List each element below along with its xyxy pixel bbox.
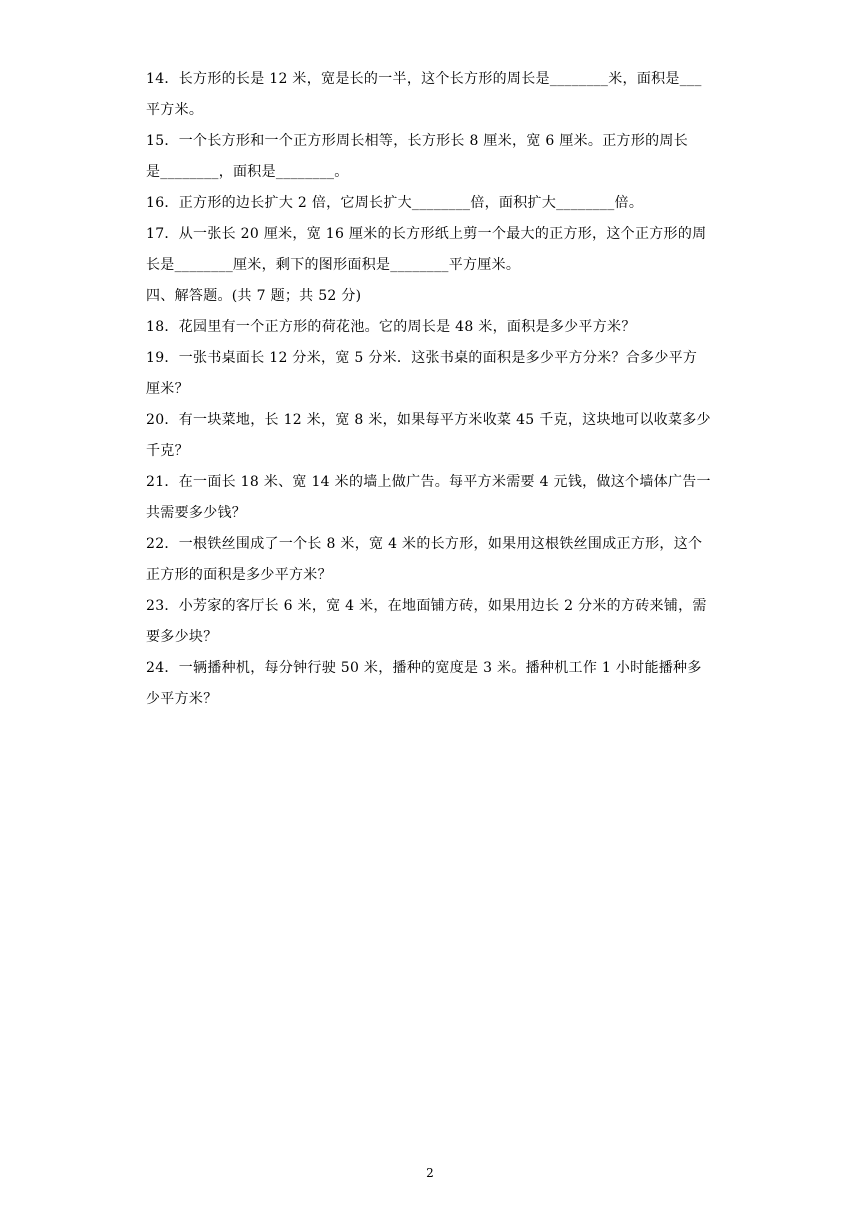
document-body (146, 70, 726, 708)
question-20-line-2: 千克？ (146, 443, 189, 459)
question-19-line-2: 厘米？ (146, 381, 189, 397)
page-number: 2 (426, 1166, 434, 1180)
question-17-line-2: 长是________厘米，剩下的图形面积是________平方厘米。 (146, 257, 521, 273)
question-15-line-2: 是________，面积是________。 (146, 164, 349, 180)
question-14-line-2: 平方米。 (146, 102, 204, 118)
question-23-line-1: 23．小芳家的客厅长 6 米，宽 4 米，在地面铺方砖，如果用边长 2 分米的方砖来铺，需 (146, 598, 707, 614)
question-23-line-2: 要多少块？ (146, 629, 218, 645)
question-24-line-2: 少平方米？ (146, 691, 218, 707)
question-21-line-2: 共需要多少钱？ (146, 505, 247, 521)
section-heading: 四、解答题。(共 7 题；共 52 分) (146, 288, 362, 304)
question-20-line-1: 20．有一块菜地，长 12 米，宽 8 米，如果每平方米收菜 45 千克，这块地可以收菜多少 (146, 412, 711, 428)
question-15-line-1: 15．一个长方形和一个正方形周长相等，长方形长 8 厘米，宽 6 厘米。正方形的周长 (146, 133, 689, 149)
question-24-line-1: 24．一辆播种机，每分钟行驶 50 米，播种的宽度是 3 米。播种机工作 1 小时能播种多 (146, 660, 702, 676)
question-14-line-1: 14．长方形的长是 12 米，宽是长的一半，这个长方形的周长是________米，面积是___ (146, 71, 702, 87)
question-21-line-1: 21．在一面长 18 米、宽 14 米的墙上做广告。每平方米需要 4 元钱，做这个墙体广告一 (146, 474, 711, 490)
question-22-line-1: 22．一根铁丝围成了一个长 8 米，宽 4 米的长方形，如果用这根铁丝围成正方形，这个 (146, 536, 703, 552)
question-16-line-1: 16．正方形的边长扩大 2 倍，它周长扩大________倍，面积扩大________倍。 (146, 195, 644, 211)
question-17-line-1: 17．从一张长 20 厘米，宽 16 厘米的长方形纸上剪一个最大的正方形，这个正方形的周 (146, 226, 707, 242)
question-19-line-1: 19．一张书桌面长 12 分米，宽 5 分米．这张书桌的面积是多少平方分米？合多少平方 (146, 350, 698, 366)
question-22-line-2: 正方形的面积是多少平方米？ (146, 567, 332, 583)
question-18-line-1: 18．花园里有一个正方形的荷花池。它的周长是 48 米，面积是多少平方米？ (146, 319, 636, 335)
